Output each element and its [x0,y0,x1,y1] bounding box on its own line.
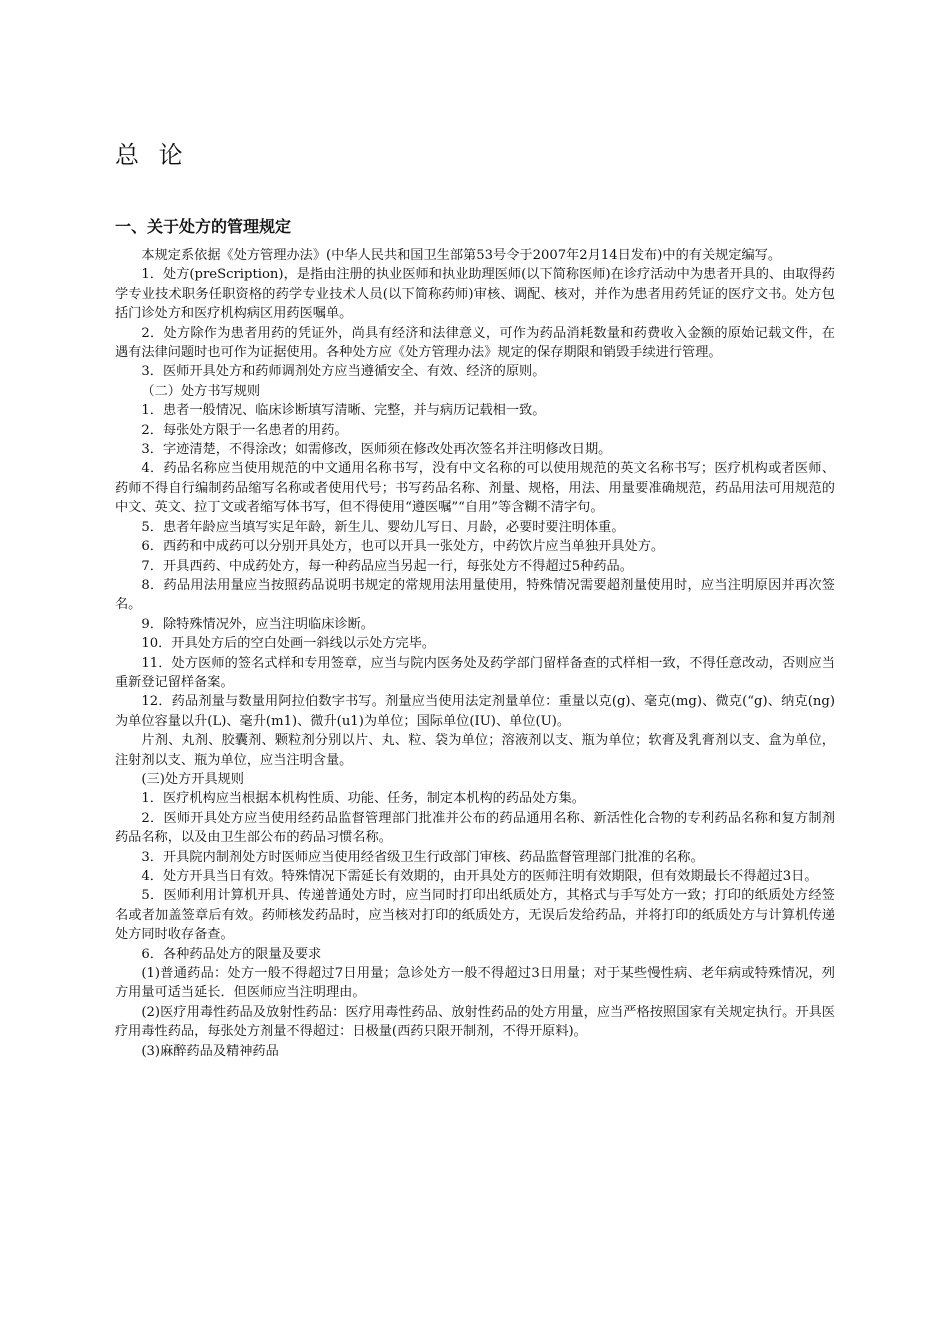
paragraph: 5．医师利用计算机开具、传递普通处方时，应当同时打印出纸质处方，其格式与手写处方一致；打印的纸质处方经签名或者加盖签章后有效。药师核发药品时，应当核对打印的纸质处方，无误后发给药品，并将打印的纸质处方与计算机传递处方同时收存备查。 [115,888,835,943]
paragraph: 2．处方除作为患者用药的凭证外，尚具有经济和法律意义，可作为药品消耗数量和药费收入金额的原始记载文件，在遇有法律问题时也可作为证据使用。各种处方应《处方管理办法》规定的保存期限和销毁手续进行管理。 [115,325,835,361]
paragraph: 8．药品用法用量应当按照药品说明书规定的常规用法用量使用，特殊情况需要超剂量使用时，应当注明原因并再次签名。 [115,577,835,613]
paragraph: 1．医疗机构应当根据本机构性质、功能、任务，制定本机构的药品处方集。 [141,791,585,807]
paragraph: 4．处方开具当日有效。特殊情况下需延长有效期的，由开具处方的医师注明有效期限，但有效期最长不得超过3日。 [141,869,818,884]
paragraph: 3．字迹清楚，不得涂改；如需修改，医师须在修改处再次签名并注明修改日期。 [141,442,612,458]
paragraph: 1．患者一般情况、临床诊断填写清晰、完整，并与病历记载相一致。 [141,403,546,419]
paragraph: 10．开具处方后的空白处画一斜线以示处方完毕。 [141,636,436,652]
paragraph: 7．开具西药、中成药处方，每一种药品应当另起一行，每张处方不得超过5种药品。 [141,558,633,574]
paragraph: 1．处方(preScription)，是指由注册的执业医师和执业助理医师(以下简称医师)在诊疗活动中为患者开具的、由取得药学专业技术职务任职资格的药学专业技术人员(以下简称药师)审核、调配、核对，并作为患者用药凭证的医疗文书。处方包括门诊处方和医疗机构病区用药医嘱单。 [115,267,835,322]
paragraph: 6．各种药品处方的限量及要求 [141,946,322,962]
paragraph: 片剂、丸剂、胶囊剂、颗粒剂分别以片、丸、粒、袋为单位；溶液剂以支、瓶为单位；软膏及乳膏剂以支、盒为单位，注射剂以支、瓶为单位，应当注明含量。 [115,733,835,768]
paragraph: (1)普通药品：处方一般不得超过7日用量；急诊处方一般不得超过3日用量；对于某些慢性病、老年病或特殊情况，列方用量可适当延长．但医师应当注明理由。 [115,966,835,1001]
paragraph: 9．除特殊情况外，应当注明临床诊断。 [141,616,374,632]
paragraph: 11．处方医师的签名式样和专用签章，应当与院内医务处及药学部门留样备查的式样相一致，不得任意改动，否则应当重新登记留样备案。 [115,655,835,690]
paragraph: (3)麻醉药品及精神药品 [141,1043,279,1059]
paragraph: (2)医疗用毒性药品及放射性药品：医疗用毒性药品、放射性药品的处方用量，应当严格按照国家有关规定执行。开具医疗用毒性药品，每张处方剂量不得超过：日极量(西药只限开制剂，不得开原料)。 [115,1004,835,1040]
paragraph: 6．西药和中成药可以分别开具处方，也可以开具一张处方，中药饮片应当单独开具处方。 [141,539,665,555]
paragraph: 12．药品剂量与数量用阿拉伯数字书写。剂量应当使用法定剂量单位：重量以克(g)、毫克(mg)、微克(“g)、纳克(ng)为单位容量以升(L)、毫升(m1)、微升(u1)为单位；国际单位(IU)、单位(U)。 [115,694,835,729]
paragraph: 4．药品名称应当使用规范的中文通用名称书写，没有中文名称的可以使用规范的英文名称书写；医疗机构或者医师、药师不得自行编制药品缩写名称或者使用代号；书写药品名称、剂量、规格，用法、用量要准确规范，药品用法可用规范的中文、英文、拉丁文或者缩写体书写，但不得使用“遵医嘱”“自用”等含糊不清字句。 [115,461,835,516]
paragraph: 5．患者年龄应当填写实足年龄，新生儿、婴幼儿写日、月龄，必要时要注明体重。 [141,519,625,535]
document-body [115,246,835,1061]
paragraph: 2．每张处方限于一名患者的用药。 [141,422,348,438]
subsection-heading: （二）处方书写规则 [141,383,261,399]
page-title: 总 论 [115,141,189,169]
paragraph: 本规定系依据《处方管理办法》(中华人民共和国卫生部第53号令于2007年2月14日发布)中的有关规定编写。 [141,248,782,263]
paragraph: 2．医师开具处方应当使用经药品监督管理部门批准并公布的药品通用名称、新活性化合物的专利药品名称和复方制剂药品名称，以及由卫生部公布的药品习惯名称。 [115,810,835,846]
paragraph: 3．开具院内制剂处方时医师应当使用经省级卫生行政部门审核、药品监督管理部门批准的名称。 [141,849,704,865]
section-heading: 一、关于处方的管理规定 [115,217,292,236]
paragraph: 3．医师开具处方和药师调剂处方应当遵循安全、有效、经济的原则。 [141,364,546,380]
subsection-heading: (三)处方开具规则 [141,771,244,787]
